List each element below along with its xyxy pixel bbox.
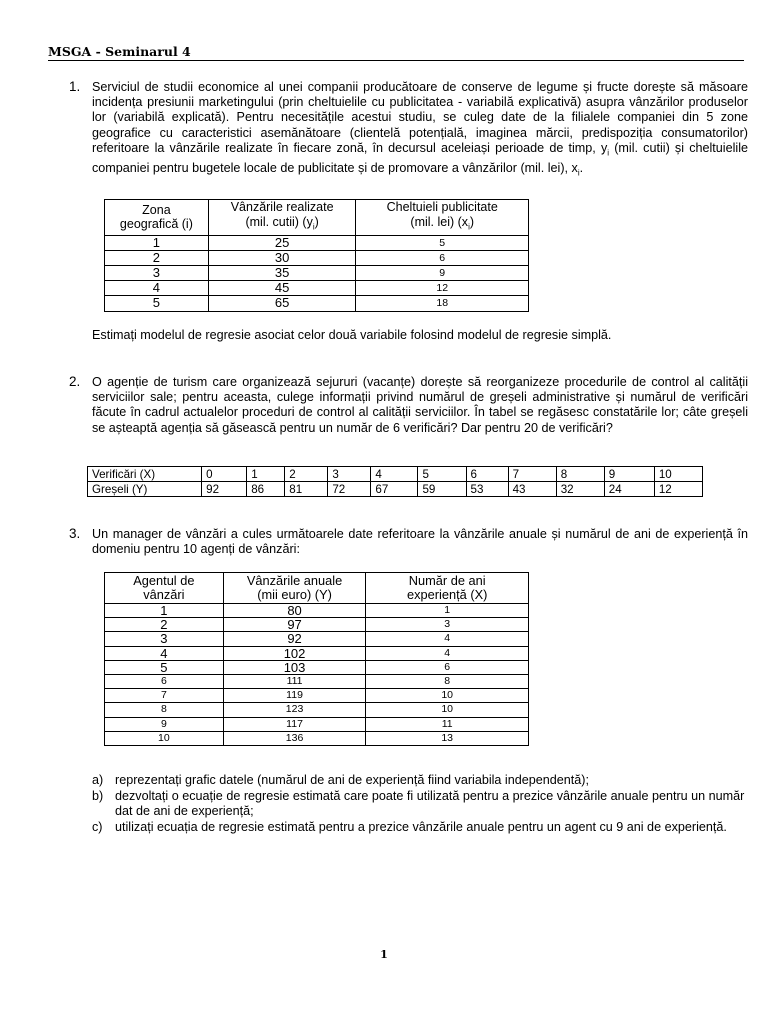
table-header-cell: Zona geografică (i) (105, 200, 209, 236)
table-cell: 8 (556, 467, 604, 482)
table-cell: 92 (223, 632, 366, 646)
table-cell: 3 (105, 632, 224, 646)
table-cell: 1 (105, 235, 209, 250)
table-header-cell: Vânzările anuale (mii euro) (Y) (223, 573, 366, 604)
table-cell: 6 (366, 660, 529, 674)
header-divider (48, 60, 744, 61)
table-cell: 86 (247, 482, 285, 497)
problem-1-question: Estimați modelul de regresie asociat celor două variabile folosind modelul de regresie simplă. (92, 328, 612, 342)
table-cell: 0 (202, 467, 247, 482)
table-row (105, 250, 529, 265)
table-cell: 12 (356, 281, 529, 296)
table-cell: 10 (105, 731, 224, 745)
table-cell: 4 (366, 646, 529, 660)
table-row (105, 604, 529, 618)
table-cell: 97 (223, 618, 366, 632)
problem-3-text: Un manager de vânzări a cules următoarele date referitoare la vânzările anuale și numărul de ani de experiență în domeniu pentru 10 agenți de vânzări: (92, 527, 748, 557)
table-cell: 3 (366, 618, 529, 632)
problem-1-text: Serviciul de studii economice al unei companii producătoare de conserve de legume și fructe dorește să măsoare incidența presiunii marketingului (prin cheltuielile cu publicitatea - variabilă explicativă) asupra vânzărilor produselor lor (variabilă explicată). Pentru necesitățile acestui studiu, se culeg date de la filialele companiei din 5 zone geografice cu caracteristici asemănătoare (clientelă potențială, imaginea mărcii, predispoziția consumatorilor) referitoare la vânzările realizate în fiecare zonă, în decursul aceleiași perioade de timp, $y_i$ (mil. cutii) și cheltuielile companiei pentru bugetele locale de publicitate și de promovare a vânzărilor (mil. lei), $x_i$. (92, 80, 748, 178)
table-cell: 11 (366, 717, 529, 731)
table-cell: Verificări (X) (88, 467, 202, 482)
table-cell: 9 (105, 717, 224, 731)
table-cell: 24 (604, 482, 654, 497)
sales-experience-table (104, 572, 529, 746)
table-cell: 102 (223, 646, 366, 660)
problem-number: 1. (69, 79, 81, 94)
checks-errors-table (87, 466, 703, 497)
page-number: 1 (380, 948, 388, 961)
table-cell: 67 (371, 482, 418, 497)
table-cell: 136 (223, 731, 366, 745)
table-cell: 1 (247, 467, 285, 482)
table-cell: 111 (223, 675, 366, 689)
table-header-cell: Vânzările realizate (mil. cutii) $(y_i)$ (208, 200, 356, 236)
table-cell: 18 (356, 296, 529, 311)
table-cell: 4 (371, 467, 418, 482)
table-cell: 10 (654, 467, 702, 482)
table-row (105, 235, 529, 250)
problem-number: 3. (69, 526, 81, 541)
table-cell: 8 (366, 675, 529, 689)
table-cell: 92 (202, 482, 247, 497)
table-header-row (105, 573, 529, 604)
table-cell: 4 (105, 281, 209, 296)
problem-2-text: O agenție de turism care organizează sejururi (vacanțe) dorește să reorganizeze procedurile de control al calității serviciilor sale; pentru aceasta, culege informații privind numărul de greșeli administrative și numărul de verificări făcute în cadrul actualelor proceduri de control al calității serviciilor. În tabel se regăsesc constatările lor; câte greșeli se așteaptă agenția să găsească pentru un număr de 6 verificări? Dar pentru 20 de verificări? (92, 375, 748, 435)
table-row (105, 632, 529, 646)
table-header-cell: Agentul de vânzări (105, 573, 224, 604)
table-cell: Greșeli (Y) (88, 482, 202, 497)
table-cell: 35 (208, 265, 356, 280)
sales-advertising-table (104, 199, 529, 312)
table-row (105, 281, 529, 296)
table-cell: 4 (105, 646, 224, 660)
table-cell: 10 (366, 689, 529, 703)
table-cell: 3 (328, 467, 371, 482)
table-cell: 7 (105, 689, 224, 703)
table-cell: 1 (105, 604, 224, 618)
table-row (105, 675, 529, 689)
table-cell: 65 (208, 296, 356, 311)
table-row (105, 660, 529, 674)
table-row (105, 703, 529, 717)
table-cell: 43 (508, 482, 556, 497)
document-header: MSGA - Seminarul 4 (48, 44, 191, 59)
table-cell: 9 (356, 265, 529, 280)
table-cell: 10 (366, 703, 529, 717)
table-cell: 59 (418, 482, 466, 497)
table-row (105, 717, 529, 731)
table-cell: 72 (328, 482, 371, 497)
table-cell: 6 (105, 675, 224, 689)
table-cell: 2 (105, 250, 209, 265)
problem-number: 2. (69, 374, 81, 389)
table-cell: 80 (223, 604, 366, 618)
table-cell: 4 (366, 632, 529, 646)
table-row (105, 296, 529, 311)
table-header-cell: Număr de ani experiență (X) (366, 573, 529, 604)
table-cell: 5 (356, 235, 529, 250)
table-cell: 45 (208, 281, 356, 296)
table-cell: 53 (466, 482, 508, 497)
table-cell: 2 (105, 618, 224, 632)
table-cell: 7 (508, 467, 556, 482)
table-cell: 119 (223, 689, 366, 703)
table-cell: 123 (223, 703, 366, 717)
table-row (88, 467, 703, 482)
table-row (105, 689, 529, 703)
table-cell: 117 (223, 717, 366, 731)
table-cell: 5 (105, 660, 224, 674)
table-cell: 8 (105, 703, 224, 717)
table-cell: 81 (285, 482, 328, 497)
table-cell: 25 (208, 235, 356, 250)
table-cell: 1 (366, 604, 529, 618)
table-cell: 5 (105, 296, 209, 311)
table-cell: 6 (356, 250, 529, 265)
table-row (88, 482, 703, 497)
table-header-row (105, 200, 529, 236)
table-cell: 5 (418, 467, 466, 482)
table-cell: 9 (604, 467, 654, 482)
table-row (105, 731, 529, 745)
table-cell: 12 (654, 482, 702, 497)
table-row (105, 646, 529, 660)
table-row (105, 618, 529, 632)
table-cell: 30 (208, 250, 356, 265)
table-cell: 32 (556, 482, 604, 497)
table-header-cell: Cheltuieli publicitate (mil. lei) $(x_i)$ (356, 200, 529, 236)
table-cell: 6 (466, 467, 508, 482)
table-cell: 3 (105, 265, 209, 280)
table-cell: 2 (285, 467, 328, 482)
table-cell: 13 (366, 731, 529, 745)
table-cell: 103 (223, 660, 366, 674)
table-row (105, 265, 529, 280)
